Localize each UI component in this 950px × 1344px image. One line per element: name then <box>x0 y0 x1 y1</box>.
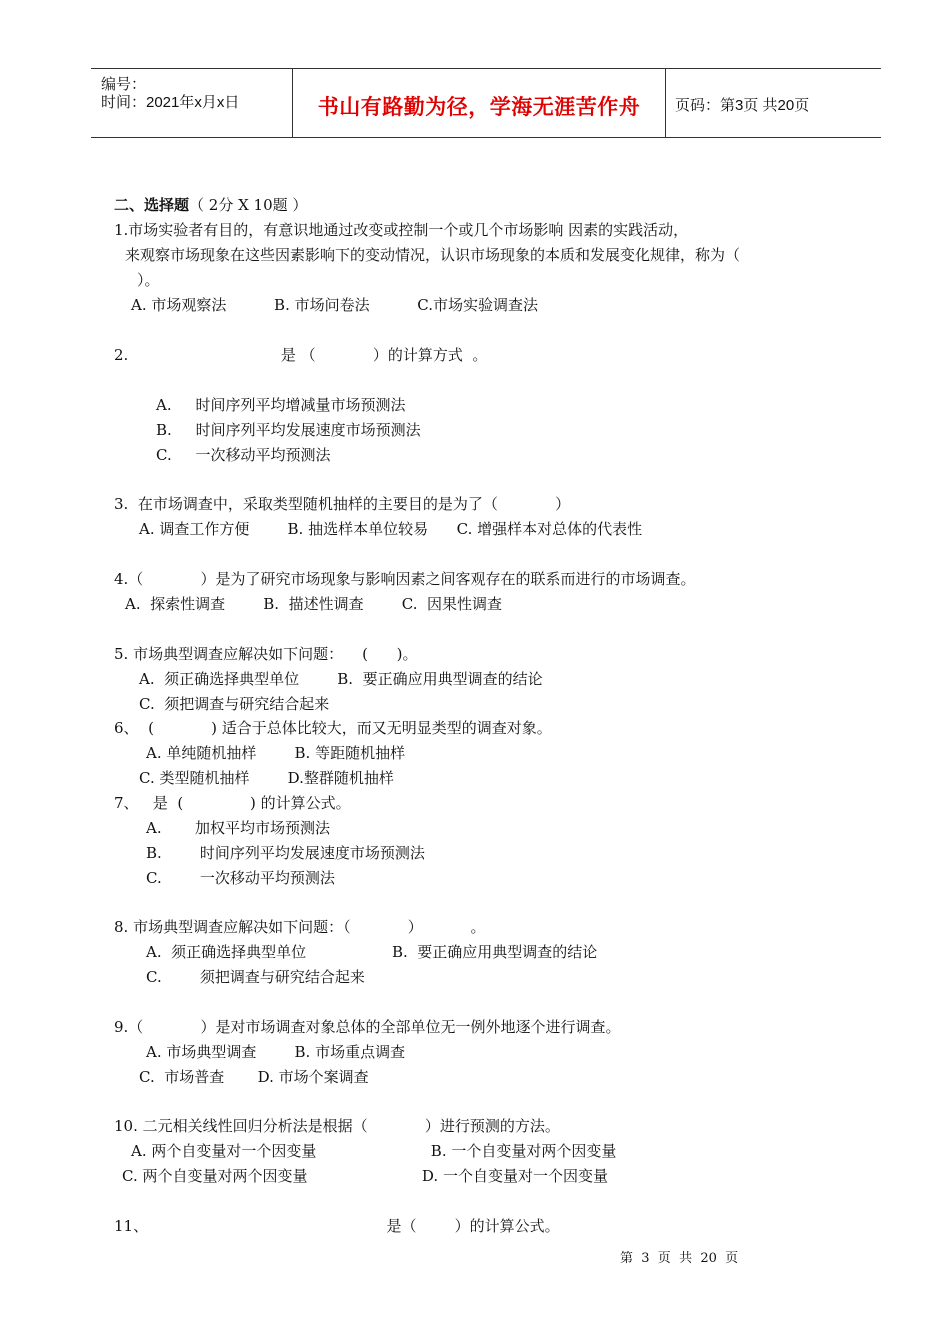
header-page-cell <box>666 69 881 137</box>
section-note: （ 2分 X 10题 ） <box>189 196 308 214</box>
q9-options-ab: A. 市场典型调查 B. 市场重点调查 <box>146 1043 406 1061</box>
q4-stem: 4.（ ）是为了研究市场现象与影响因素之间客观存在的联系而进行的市场调查。 <box>114 570 696 588</box>
header-motto: 书山有路勤为径，学海无涯苦作舟 <box>317 95 641 119</box>
q10-stem: 10. 二元相关线性回归分析法是根据（ ）进行预测的方法。 <box>114 1117 560 1135</box>
q7-option-b: B. 时间序列平均发展速度市场预测法 <box>146 844 425 862</box>
q5-option-c: C. 须把调查与研究结合起来 <box>139 695 330 713</box>
q5-options-ab: A. 须正确选择典型单位 B. 要正确应用典型调查的结论 <box>139 670 543 688</box>
q1-stem-line1: 1.市场实验者有目的，有意识地通过改变或控制一个或几个市场影响 因素的实践活动， <box>114 221 689 239</box>
q7-option-a: A. 加权平均市场预测法 <box>146 819 330 837</box>
q7-option-c: C. 一次移动平均预测法 <box>146 869 335 887</box>
q2-stem: 2. 是 （ ）的计算方式 。 <box>114 346 488 364</box>
q5-stem: 5. 市场典型调查应解决如下问题： ( )。 <box>114 645 418 663</box>
q7-stem: 7、 是 ( ) 的计算公式。 <box>114 794 351 812</box>
section-heading <box>114 195 307 215</box>
q2-option-a: A. 时间序列平均增减量市场预测法 <box>156 396 406 414</box>
q9-options-cd: C. 市场普查 D. 市场个案调查 <box>139 1068 369 1086</box>
document-number-label: 编号： <box>101 76 147 93</box>
q8-option-c: C. 须把调查与研究结合起来 <box>146 968 365 986</box>
q2-option-c: C. 一次移动平均预测法 <box>156 446 331 464</box>
q1-stem-line2: 来观察市场现象在这些因素影响下的变动情况，认识市场现象的本质和发展变化规律，称为（ <box>125 246 741 264</box>
page-footer: 第 3 页 共 20 页 <box>620 1251 739 1266</box>
q1-options: A. 市场观察法 B. 市场问卷法 C.市场实验调查法 <box>131 296 539 314</box>
header-page-number: 页码：第3页 共20页 <box>675 97 810 114</box>
q9-stem: 9.（ ）是对市场调查对象总体的全部单位无一例外地逐个进行调查。 <box>114 1018 621 1036</box>
q8-options-ab: A. 须正确选择典型单位 B. 要正确应用典型调查的结论 <box>146 943 598 961</box>
q1-stem-line3: ）。 <box>137 271 160 289</box>
q2-option-b: B. 时间序列平均发展速度市场预测法 <box>156 421 421 439</box>
q10-options-ab: A. 两个自变量对一个因变量 B. 一个自变量对两个因变量 <box>131 1142 617 1160</box>
page-header <box>91 68 881 138</box>
q6-options-ab: A. 单纯随机抽样 B. 等距随机抽样 <box>146 744 406 762</box>
document-time-label: 时间：2021年x月x日 <box>101 94 240 111</box>
q8-stem: 8. 市场典型调查应解决如下问题：（ ） 。 <box>114 918 486 936</box>
q6-stem: 6、 ( ) 适合于总体比较大，而又无明显类型的调查对象。 <box>114 719 552 737</box>
header-motto-cell <box>293 69 666 137</box>
q3-options: A. 调查工作方便 B. 抽选样本单位较易 C. 增强样本对总体的代表性 <box>139 520 643 538</box>
q4-options: A. 探索性调查 B. 描述性调查 C. 因果性调查 <box>125 595 503 613</box>
q10-options-cd: C. 两个自变量对两个因变量 D. 一个自变量对一个因变量 <box>122 1167 608 1185</box>
section-title: 二、选择题 <box>114 196 190 214</box>
header-meta-cell <box>91 69 293 137</box>
q11-stem: 11、 是（ ）的计算公式。 <box>114 1217 560 1235</box>
q3-stem: 3. 在市场调查中，采取类型随机抽样的主要目的是为了（ ） <box>114 495 571 513</box>
q6-options-cd: C. 类型随机抽样 D.整群随机抽样 <box>139 769 394 787</box>
